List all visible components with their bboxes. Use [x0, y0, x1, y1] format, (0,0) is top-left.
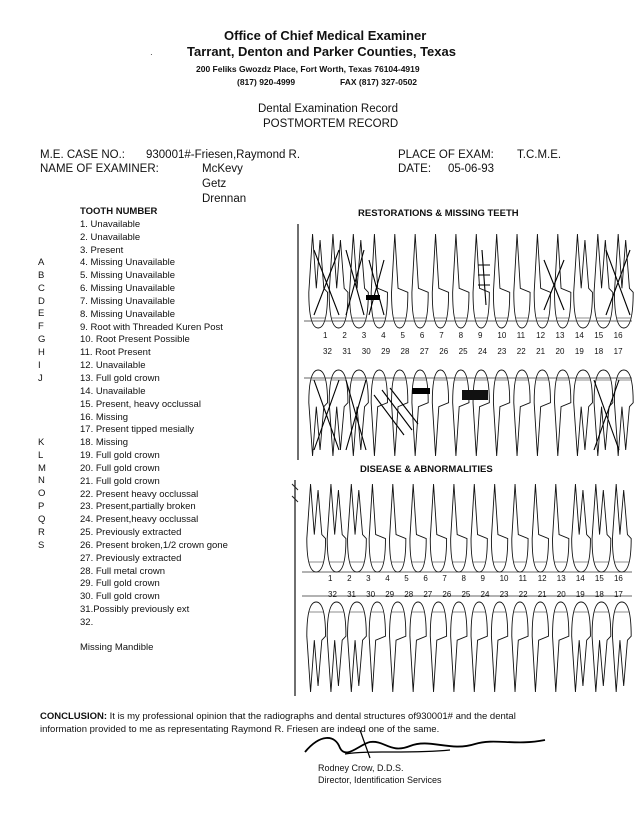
tooth-letter: P [38, 501, 45, 513]
tooth-outline [412, 370, 428, 456]
tooth-letter: S [38, 539, 45, 551]
tooth-number-label: 32 [328, 590, 337, 599]
tooth-outline [493, 234, 509, 328]
tooth-letter: R [38, 526, 45, 538]
tooth-list-item: 19. Full gold crown [80, 450, 160, 462]
tooth-list-item: 14. Unavailable [80, 385, 146, 397]
speck-mark: · [150, 50, 153, 59]
tooth-list-item: 23. Present,partially broken [80, 501, 196, 513]
tooth-number-label: 13 [555, 331, 565, 340]
tooth-list-item: 12. Unavailable [80, 360, 146, 372]
tooth-list-item: 7. Missing Unavailable [80, 295, 176, 307]
tooth-letter: B [38, 269, 45, 281]
tooth-letter: C [38, 282, 45, 294]
tooth-list-item: 13. Full gold crown [80, 372, 160, 384]
address: 200 Feliks Gwozdz Place, Fort Worth, Texas 76104-4919 [196, 64, 420, 74]
tooth-outline [514, 370, 530, 456]
tooth-outline [594, 234, 613, 328]
tooth-outline [390, 602, 406, 692]
signer-title: Director, Identification Services [318, 775, 442, 785]
tooth-list-item: 11. Root Present [80, 347, 151, 359]
tooth-outline [572, 484, 591, 572]
tooth-number-label: 13 [556, 574, 566, 583]
tooth-list-item: 4. Missing Unavailable [80, 257, 176, 269]
tooth-list-item: 5. Missing Unavailable [80, 270, 176, 282]
tooth-number-label: 19 [574, 347, 584, 356]
record-title: Dental Examination Record [258, 103, 398, 115]
tooth-list-item: 2. Unavailable [80, 231, 141, 243]
tooth-number-label: 6 [423, 574, 428, 583]
tooth-letter: Q [38, 513, 46, 525]
tooth-number-label: 14 [575, 574, 585, 583]
tooth-list-item: 10. Root Present Possible [80, 334, 190, 346]
tooth-outline [348, 602, 367, 692]
tooth-number-label: 17 [613, 347, 623, 356]
tooth-number-label: 3 [366, 574, 371, 583]
tooth-list-note: Missing Mandible [80, 641, 154, 653]
tooth-outline [390, 484, 406, 572]
tooth-list-item: 18. Missing [80, 437, 129, 449]
tooth-number-label: 23 [499, 590, 509, 599]
tooth-list-item: 6. Missing Unavailable [80, 283, 176, 295]
tooth-outline [453, 234, 469, 328]
tooth-letter: E [38, 308, 45, 320]
tooth-number-label: 24 [480, 590, 490, 599]
disease-upper-numbers [328, 574, 633, 586]
tooth-outline [471, 602, 487, 692]
tooth-outline [555, 370, 571, 456]
tooth-number-label: 9 [478, 331, 483, 340]
tooth-outline [592, 484, 611, 572]
tooth-outline [553, 484, 569, 572]
tooth-letter: A [38, 257, 45, 268]
examiner-label: NAME OF EXAMINER: [40, 163, 159, 175]
tooth-outline [612, 484, 631, 572]
tooth-outline [471, 484, 487, 572]
tooth-outline [410, 484, 426, 572]
case-label: M.E. CASE NO.: [40, 149, 125, 161]
handwritten-signature [300, 724, 560, 764]
fax: FAX (817) 327-0502 [340, 77, 418, 87]
tooth-outline [369, 602, 385, 692]
tooth-outline [473, 234, 489, 328]
upper-tooth-numbers [323, 331, 633, 343]
tooth-number-label: 9 [480, 574, 485, 583]
disease-lower-numbers [328, 590, 633, 602]
tooth-number-label: 16 [613, 574, 623, 583]
tooth-letter: D [38, 295, 45, 307]
tooth-outline [410, 602, 426, 692]
tooth-letter: H [38, 346, 45, 358]
tooth-number-label: 11 [516, 331, 526, 340]
tooth-outline [491, 484, 507, 572]
tooth-outline [432, 370, 448, 456]
tooth-list-item: 3. Present [80, 244, 124, 256]
tooth-list-item: 30. Full gold crown [80, 591, 160, 603]
tooth-list-item: 20. Full gold crown [80, 462, 160, 474]
tooth-number-label: 22 [518, 590, 528, 599]
tooth-number-label: 15 [594, 574, 604, 583]
tooth-number-label: 6 [419, 331, 425, 340]
tooth-list-item: 28. Full metal crown [80, 565, 166, 577]
tooth-list-heading: TOOTH NUMBER [80, 206, 158, 217]
tooth-outline [572, 602, 591, 692]
tooth-outline [553, 602, 569, 692]
tooth-number-label: 10 [497, 331, 507, 340]
tooth-outline [534, 234, 550, 328]
tooth-list-item: 22. Present heavy occlussal [80, 488, 199, 500]
tooth-number-label: 2 [347, 574, 352, 583]
tooth-number-label: 18 [594, 347, 604, 356]
tooth-letter: G [38, 334, 46, 346]
tooth-list-item: 21. Full gold crown [80, 475, 160, 487]
tooth-number-label: 25 [458, 347, 468, 356]
tooth-outline [614, 370, 633, 456]
tooth-outline [392, 234, 408, 328]
tooth-number-label: 31 [342, 347, 352, 356]
tooth-number-label: 32 [323, 347, 332, 356]
tooth-outline [309, 370, 328, 456]
tooth-number-label: 28 [404, 590, 414, 599]
tooth-outline [451, 602, 467, 692]
tooth-number-label: 29 [385, 590, 395, 599]
tooth-list-item: 16. Missing [80, 411, 129, 423]
tooth-number-label: 30 [366, 590, 376, 599]
conclusion-label: CONCLUSION: [40, 711, 108, 722]
tooth-outline [532, 602, 548, 692]
record-subtitle: POSTMORTEM RECORD [263, 118, 399, 130]
tooth-outline [348, 484, 367, 572]
tooth-number-label: 26 [439, 347, 449, 356]
tooth-number-label: 15 [594, 331, 604, 340]
tooth-number-label: 14 [574, 331, 584, 340]
tooth-list-item: 17. Present tipped mesially [80, 424, 195, 436]
tooth-number-label: 10 [499, 574, 509, 583]
examiner-3: Drennan [202, 193, 247, 205]
tooth-number-label: 12 [537, 574, 547, 583]
tooth-list-item: 1. Unavailable [80, 218, 141, 230]
tooth-letter: N [38, 475, 45, 487]
tooth-number-label: 25 [461, 590, 471, 599]
tooth-number-label: 1 [323, 331, 328, 340]
tooth-list [80, 206, 228, 655]
tooth-number-label: 1 [328, 574, 333, 583]
tooth-outline [532, 484, 548, 572]
phone: (817) 920-4999 [237, 77, 296, 87]
tooth-letter: K [38, 436, 45, 448]
tooth-number-label: 22 [516, 347, 526, 356]
tooth-number-label: 21 [536, 347, 546, 356]
tooth-number-label: 20 [555, 347, 565, 356]
tooth-list-item: 25. Previously extracted [80, 527, 182, 539]
tooth-letters [38, 257, 46, 552]
tooth-outline [592, 602, 611, 692]
tooth-number-label: 27 [423, 590, 433, 599]
tooth-letter: F [38, 321, 44, 333]
tooth-number-label: 19 [575, 590, 585, 599]
conclusion-line1 [40, 711, 516, 723]
tooth-outline [432, 234, 448, 328]
tooth-number-label: 26 [442, 590, 452, 599]
tooth-number-label: 7 [439, 331, 444, 340]
tooth-outline [371, 234, 387, 328]
tooth-outline [473, 370, 489, 456]
tooth-outline [430, 484, 446, 572]
tooth-outline [512, 602, 528, 692]
tooth-number-label: 24 [478, 347, 487, 356]
tooth-list-item: 9. Root with Threaded Kuren Post [80, 321, 223, 333]
tooth-outline [430, 602, 446, 692]
tooth-outline [307, 484, 326, 572]
tooth-number-label: 2 [342, 331, 347, 340]
tooth-outline [534, 370, 550, 456]
tooth-number-label: 23 [497, 347, 507, 356]
tooth-outline [350, 234, 369, 328]
conclusion-text-1: It is my professional opinion that the radiographs and dental structures of930001# and the dental [109, 711, 516, 722]
tooth-list-item: 24. Present,heavy occlussal [80, 514, 199, 526]
lower-tooth-numbers [323, 347, 633, 359]
tooth-outline [451, 484, 467, 572]
tooth-letter: L [38, 449, 44, 461]
tooth-number-label: 8 [458, 331, 464, 340]
tooth-number-label: 28 [400, 347, 410, 356]
date-value: 05-06-93 [448, 163, 495, 175]
tooth-outline [574, 370, 593, 456]
tooth-number-label: 21 [537, 590, 547, 599]
tooth-outline [491, 602, 507, 692]
tooth-outline [371, 370, 387, 456]
disease-chart [290, 476, 636, 700]
examiner-1: McKevy [202, 163, 243, 175]
tooth-number-label: 4 [385, 574, 390, 583]
counties-title: Tarrant, Denton and Parker Counties, Texas [187, 44, 456, 59]
disease-title: DISEASE & ABNORMALITIES [360, 464, 493, 475]
tooth-outline [512, 484, 528, 572]
tooth-list-item: 32. [80, 617, 94, 628]
tooth-outline [369, 484, 385, 572]
tooth-number-label: 20 [556, 590, 566, 599]
tooth-outline [612, 602, 631, 692]
tooth-number-label: 18 [594, 590, 604, 599]
tooth-outline [307, 602, 326, 692]
tooth-outline [555, 234, 571, 328]
tooth-outline [327, 484, 346, 572]
tooth-outline [574, 234, 593, 328]
signer-name: Rodney Crow, D.D.S. [318, 763, 404, 773]
tooth-list-item: 31.Possibly previously ext [80, 604, 190, 616]
tooth-number-label: 12 [536, 331, 546, 340]
tooth-list-item: 29. Full gold crown [80, 578, 160, 590]
tooth-number-label: 5 [404, 574, 409, 583]
tooth-number-label: 31 [347, 590, 356, 599]
restorations-title: RESTORATIONS & MISSING TEETH [358, 208, 519, 219]
tooth-outline [412, 234, 428, 328]
tooth-list-item: 8. Missing Unavailable [80, 308, 176, 320]
office-title: Office of Chief Medical Examiner [224, 28, 427, 43]
tooth-number-label: 16 [613, 331, 623, 340]
tooth-number-label: 8 [461, 574, 466, 583]
tooth-outline [493, 370, 509, 456]
tooth-number-label: 27 [419, 347, 429, 356]
tooth-number-label: 30 [361, 347, 371, 356]
tooth-number-label: 3 [361, 331, 367, 340]
tooth-outline [327, 602, 346, 692]
tooth-letter: J [38, 372, 43, 384]
tooth-list-item: 27. Previously extracted [80, 552, 182, 564]
tooth-number-label: 7 [442, 574, 447, 583]
conclusion-text-2: information provided to me as representating Raymond R. Friesen are indeed one of the same. [40, 724, 440, 735]
tooth-number-label: 29 [381, 347, 391, 356]
tooth-number-label: 17 [613, 590, 623, 599]
tooth-outline [329, 370, 348, 456]
tooth-number-label: 4 [381, 331, 386, 340]
place-label: PLACE OF EXAM: [398, 149, 494, 161]
tooth-list-item: 15. Present, heavy occlussal [80, 398, 201, 410]
examiner-2: Getz [202, 178, 227, 190]
tooth-number-label: 11 [518, 574, 527, 583]
tooth-list-item: 26. Present broken,1/2 crown gone [80, 539, 228, 551]
case-value: 930001#-Friesen,Raymond R. [146, 149, 301, 161]
tooth-letter: I [38, 359, 41, 371]
tooth-outline [453, 370, 469, 456]
date-label: DATE: [398, 163, 432, 175]
tooth-outline [514, 234, 530, 328]
tooth-letter: O [38, 488, 46, 500]
tooth-outline [309, 234, 328, 328]
place-value: T.C.M.E. [517, 149, 562, 161]
tooth-letter: M [38, 462, 46, 474]
tooth-number-label: 5 [400, 331, 405, 340]
